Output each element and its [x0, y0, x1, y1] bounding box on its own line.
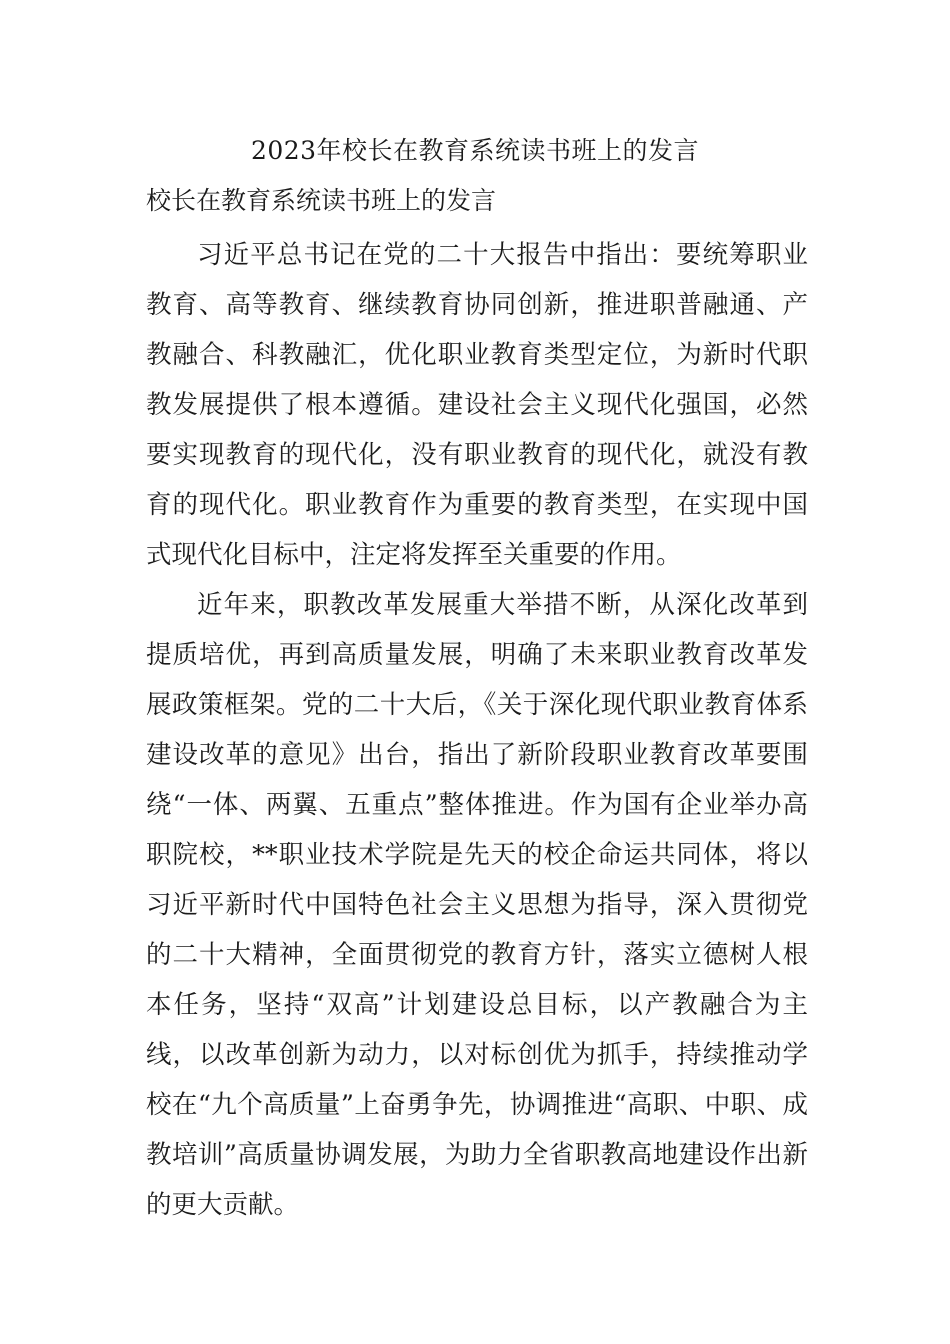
paragraph: 习近平总书记在党的二十大报告中指出：要统筹职业教育、高等教育、继续教育协同创新，推进职普融通、产教融合、科教融汇，优化职业教育类型定位，为新时代职教发展提供了根本遵循。建设社会主义现代化强国，必然要实现教育的现代化，没有职业教育的现代化，就没有教育的现代化。职业教育作为重要的教育类型，在实现中国式现代化目标中，注定将发挥至关重要的作用。 — [146, 240, 808, 570]
paragraph: 近年来，职教改革发展重大举措不断，从深化改革到提质培优，再到高质量发展，明确了未来职业教育改革发展政策框架。党的二十大后，《关于深化现代职业教育体系建设改革的意见》出台，指出了新阶段职业教育改革要围绕“一体、两翼、五重点”整体推进。作为国有企业举办高职院校，**职业技术学院是先天的校企命运共同体，将以习近平新时代中国特色社会主义思想为指导，深入贯彻党的二十大精神，全面贯彻党的教育方针，落实立德树人根本任务，坚持“双高”计划建设总目标，以产教融合为主线，以改革创新为动力，以对标创优为抓手，持续推动学校在“九个高质量”上奋勇争先，协调推进“高职、中职、成教培训”高质量协调发展，为助力全省职教高地建设作出新的更大贡献。 — [146, 590, 808, 1220]
document-body — [146, 230, 808, 1230]
document-title: 2023年校长在教育系统读书班上的发言 — [250, 136, 700, 165]
document-subtitle: 校长在教育系统读书班上的发言 — [146, 186, 497, 215]
